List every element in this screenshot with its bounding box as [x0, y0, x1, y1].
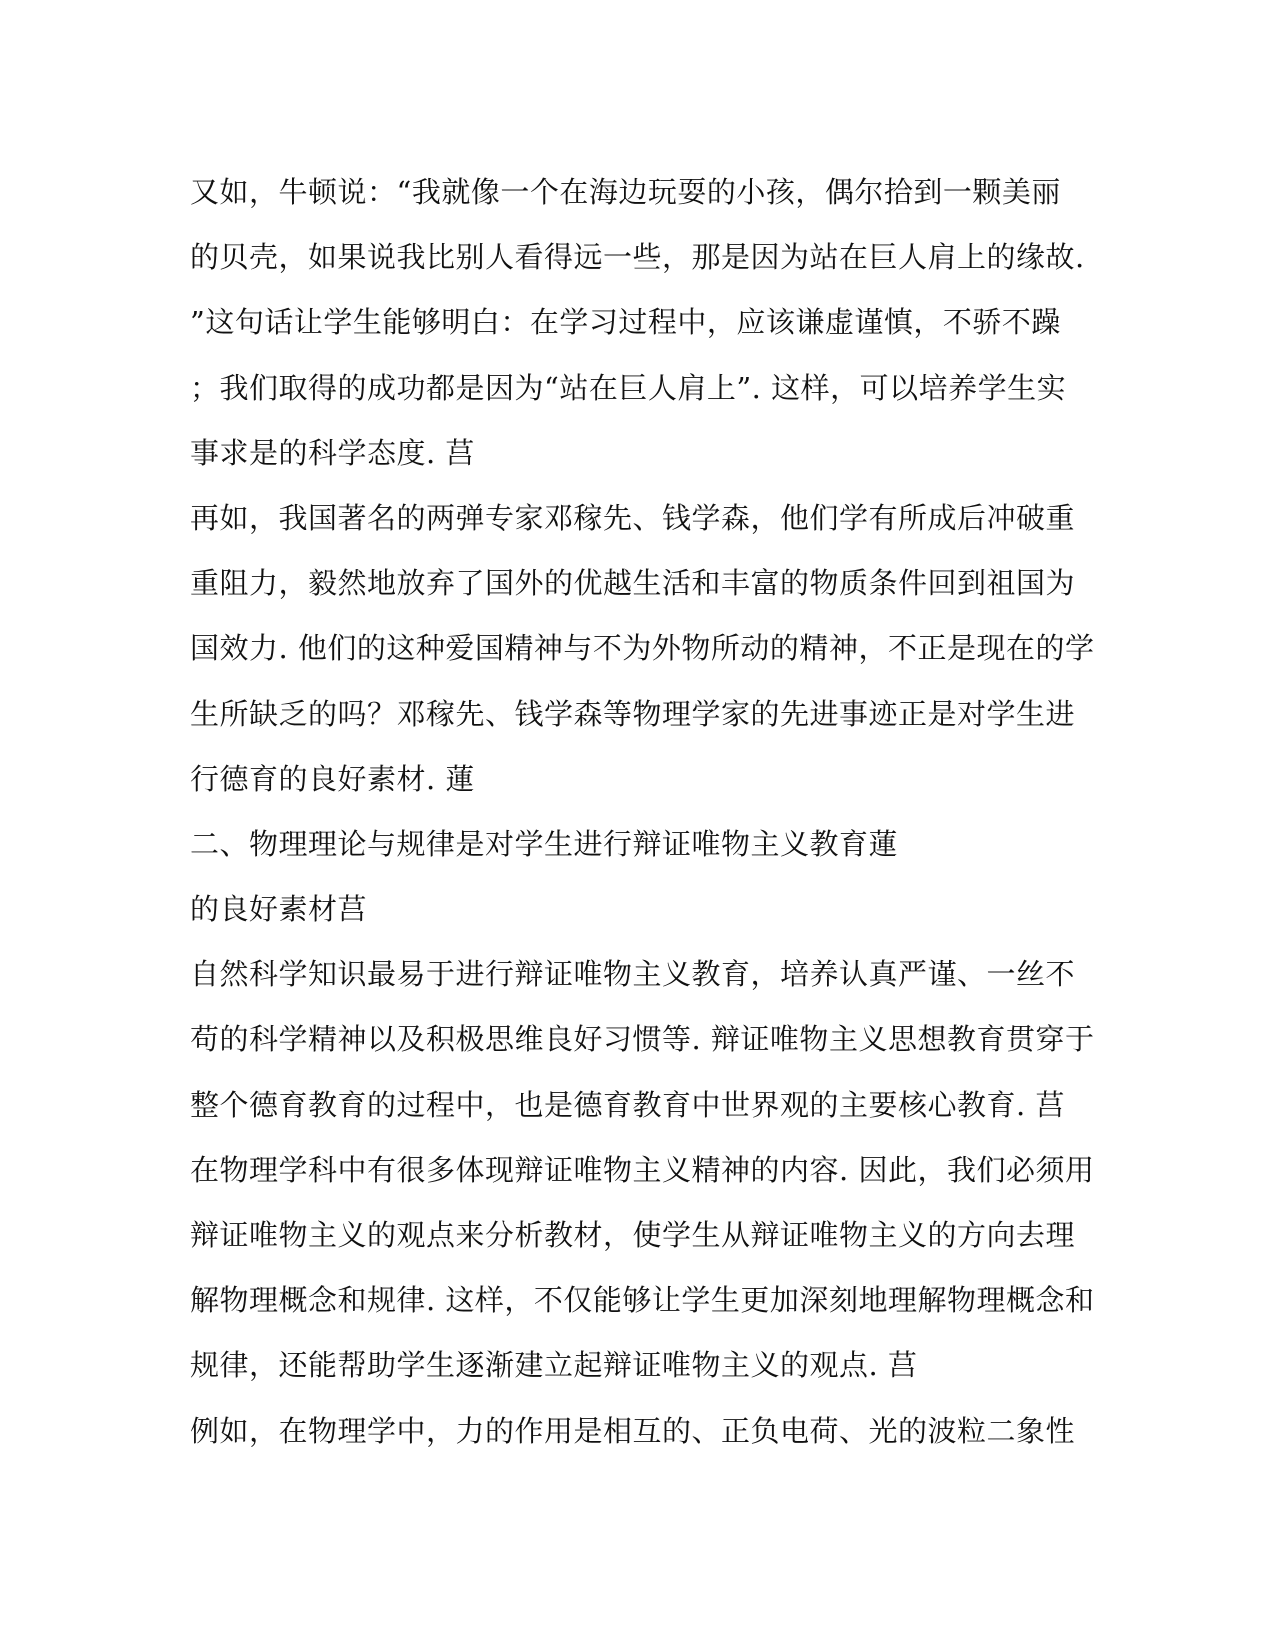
- text-line: ；我们取得的成功都是因为“站在巨人肩上”. 这样，可以培养学生实: [190, 370, 1067, 405]
- text-line: 生所缺乏的吗？邓稼先、钱学森等物理学家的先进事迹正是对学生进: [190, 696, 1076, 731]
- section-heading: 的良好素材莒: [190, 892, 368, 927]
- text-line: ”这句话让学生能够明白：在学习过程中，应该谦虚谨慎，不骄不躁: [190, 305, 1061, 340]
- text-line: 重阻力，毅然地放弃了国外的优越生活和丰富的物质条件回到祖国为: [190, 566, 1076, 601]
- text-line: 的贝壳，如果说我比别人看得远一些，那是因为站在巨人肩上的缘故.: [190, 240, 1085, 275]
- section-heading: 二、物理理论与规律是对学生进行辩证唯物主义教育蓮: [190, 826, 899, 861]
- text-line: 再如，我国著名的两弹专家邓稼先、钱学森，他们学有所成后冲破重: [190, 500, 1076, 535]
- text-line: 事求是的科学态度. 莒: [190, 435, 475, 470]
- text-line: 行德育的良好素材. 蓮: [190, 761, 475, 796]
- text-line: 又如，牛顿说：“我就像一个在海边玩耍的小孩，偶尔拾到一颗美丽: [190, 175, 1061, 209]
- text-line: 辩证唯物主义的观点来分析教材，使学生从辩证唯物主义的方向去理: [190, 1218, 1076, 1252]
- text-line: 苟的科学精神以及积极思维良好习惯等. 辩证唯物主义思想教育贯穿于: [190, 1022, 1095, 1057]
- body-text: [190, 160, 1095, 1464]
- text-line: 例如，在物理学中，力的作用是相互的、正负电荷、光的波粒二象性: [190, 1413, 1076, 1448]
- text-line: 解物理概念和规律. 这样，不仅能够让学生更加深刻地理解物理概念和: [190, 1283, 1095, 1318]
- text-line: 整个德育教育的过程中，也是德育教育中世界观的主要核心教育. 莒: [190, 1087, 1065, 1122]
- text-line: 规律，还能帮助学生逐渐建立起辩证唯物主义的观点. 莒: [190, 1348, 918, 1383]
- text-line: 国效力. 他们的这种爱国精神与不为外物所动的精神，不正是现在的学: [190, 631, 1095, 666]
- text-line: 在物理学科中有很多体现辩证唯物主义精神的内容. 因此，我们必须用: [190, 1152, 1095, 1187]
- text-line: 自然科学知识最易于进行辩证唯物主义教育，培养认真严谨、一丝不: [190, 957, 1076, 992]
